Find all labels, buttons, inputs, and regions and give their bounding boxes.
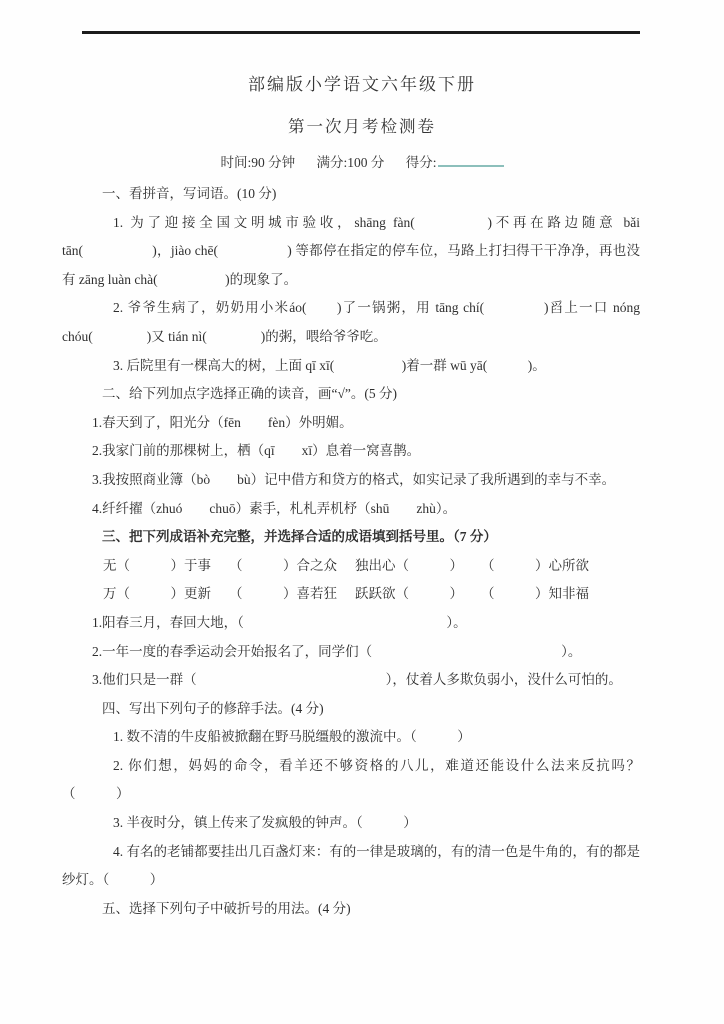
section-4-item-4: 4. 有名的老铺都要挂出几百盏灯来：有的一律是玻璃的，有的清一色是牛角的，有的都是纱灯。（ ） xyxy=(62,843,640,888)
score-label xyxy=(406,155,504,170)
exam-title: 第一次月考检测卷 xyxy=(288,117,436,136)
idiom-row-1 xyxy=(62,552,640,581)
full-score-label: 满分:100 分 xyxy=(316,155,385,170)
section-3-item-2: 2.一年一度的春季运动会开始报名了，同学们（ ）。 xyxy=(92,643,582,659)
section-5-heading: 五、选择下列句子中破折号的用法。(4 分) xyxy=(102,900,351,916)
exam-meta-line xyxy=(0,152,724,174)
time-label: 时间:90 分钟 xyxy=(220,155,296,170)
section-4-item-3: 3. 半夜时分，镇上传来了发疯般的钟声。（ ） xyxy=(113,815,417,831)
section-2-item-1: 1.春天到了，阳光分（fēn fèn）外明媚。 xyxy=(92,414,353,430)
section-4-heading: 四、写出下列句子的修辞手法。(4 分) xyxy=(102,700,324,716)
idiom-blank-cell: （ ）知非福 xyxy=(481,586,589,602)
section-1-heading: 一、看拼音，写词语。(10 分) xyxy=(102,186,277,201)
idiom-blank-cell: 无（ ）于事 xyxy=(103,557,211,573)
section-4-item-2: 2. 你们想，妈妈的命令，看羊还不够资格的八儿，难道还能设什么法来反抗吗？（ ） xyxy=(62,757,640,802)
idiom-blank-cell: （ ）喜若狂 xyxy=(229,586,337,602)
section-1-item-1: 1. 为了迎接全国文明城市验收，shāng fàn( )不再在路边随意 bǎi tān( )，jiào chē( ) 等都停在指定的停车位，马路上打扫得干干净净，再也没有 zāng luàn chà( )的现象了。 xyxy=(62,214,640,287)
section-1-item-2: 2. 爷爷生病了，奶奶用小米áo( )了一锅粥，用 tāng chí( )舀上一口 nóng chóu( )又 tián nì( )的粥，喂给爷爷吃。 xyxy=(62,300,640,344)
score-label-text: 得分: xyxy=(405,155,437,170)
idiom-blank-cell: （ ）合之众 xyxy=(229,557,337,573)
idiom-row-2 xyxy=(62,580,640,609)
idiom-blank-cell: 跃跃欲（ ） xyxy=(355,586,463,602)
exam-body xyxy=(62,180,640,923)
section-4-item-1: 1. 数不清的牛皮船被掀翻在野马脱缰般的激流中。（ ） xyxy=(113,729,471,745)
idiom-blank-cell: 独出心（ ） xyxy=(355,557,463,573)
idiom-blank-cell: （ ）心所欲 xyxy=(481,557,589,573)
section-2-item-3: 3.我按照商业簿（bò bù）记中借方和贷方的格式，如实记录了我所遇到的幸与不幸。 xyxy=(92,471,616,487)
section-2-item-2: 2.我家门前的那棵树上，栖（qī xī）息着一窝喜鹊。 xyxy=(92,443,421,459)
header-rule xyxy=(82,31,640,34)
section-3-heading: 三、把下列成语补充完整，并选择合适的成语填到括号里。（7 分） xyxy=(102,529,497,545)
section-3-item-3: 3.他们只是一群（ ），仗着人多欺负弱小，没什么可怕的。 xyxy=(92,672,622,688)
section-3-item-1: 1.阳春三月，春回大地，（ ）。 xyxy=(92,614,467,630)
book-title: 部编版小学语文六年级下册 xyxy=(248,75,476,94)
section-1-item-3: 3. 后院里有一棵高大的树，上面 qī xī( )着一群 wū yā( )。 xyxy=(113,357,546,373)
score-blank-line xyxy=(438,154,504,167)
section-2-item-4: 4.纤纤擢（zhuó chuō）素手，札札弄机杼（shū zhù）。 xyxy=(92,500,457,516)
idiom-blank-cell: 万（ ）更新 xyxy=(103,586,211,602)
section-2-heading: 二、给下列加点字选择正确的读音，画“√”。(5 分) xyxy=(102,386,398,402)
